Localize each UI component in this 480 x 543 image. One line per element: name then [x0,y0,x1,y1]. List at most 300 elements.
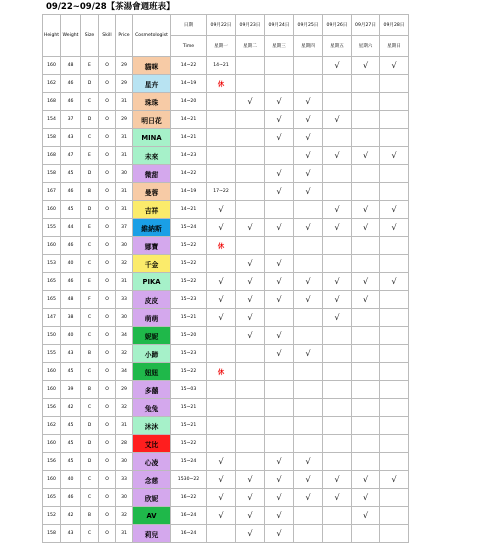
height-cell: 158 [43,165,61,183]
price-cell: 30 [116,237,133,255]
price-cell: 31 [116,183,133,201]
size-cell: E [81,57,99,75]
time-cell: 15~21 [171,399,207,417]
size-cell: C [81,399,99,417]
day-cell: √ [265,345,294,363]
height-cell: 154 [43,111,61,129]
header-row-1 [43,15,409,36]
price-cell: 33 [116,291,133,309]
day-cell [352,525,380,543]
cosmetologist-cell: 明日花 [133,111,171,129]
header-weekday: 星期四 [294,36,323,57]
day-cell [323,381,352,399]
cosmetologist-cell: 貓咪 [133,57,171,75]
weight-cell: 43 [61,129,81,147]
cosmetologist-cell: 微甜 [133,165,171,183]
price-cell: 30 [116,309,133,327]
day-cell [265,309,294,327]
height-cell: 162 [43,417,61,435]
day-cell [380,345,409,363]
day-cell: √ [352,291,380,309]
cosmetologist-cell: 吉祥 [133,201,171,219]
height-cell: 160 [43,435,61,453]
day-cell [352,93,380,111]
day-cell: √ [207,453,236,471]
skill-cell: O [99,237,116,255]
skill-cell: O [99,147,116,165]
cosmetologist-cell: MINA [133,129,171,147]
day-cell [207,345,236,363]
day-cell [207,147,236,165]
day-cell [294,525,323,543]
skill-cell: O [99,273,116,291]
table-row [43,57,409,75]
weight-cell: 47 [61,147,81,165]
skill-cell: O [99,309,116,327]
size-cell: C [81,129,99,147]
day-cell [294,381,323,399]
size-cell: C [81,93,99,111]
day-cell [352,327,380,345]
table-row [43,129,409,147]
day-cell [294,201,323,219]
day-cell [323,75,352,93]
day-cell [380,309,409,327]
table-row [43,93,409,111]
header-weekday: 星期一 [207,36,236,57]
cosmetologist-cell: 欣妮 [133,489,171,507]
header-date: 09月23日 [236,15,265,36]
table-row [43,489,409,507]
cosmetologist-cell: 心凌 [133,453,171,471]
time-cell: 15~23 [171,345,207,363]
day-cell: √ [294,183,323,201]
day-cell: √ [352,57,380,75]
day-cell: √ [352,489,380,507]
day-cell [352,111,380,129]
height-cell: 160 [43,471,61,489]
schedule-table [42,14,409,543]
day-cell [207,417,236,435]
skill-cell: O [99,57,116,75]
skill-cell: O [99,507,116,525]
day-cell [207,435,236,453]
day-cell [236,237,265,255]
day-cell [380,255,409,273]
table-row [43,183,409,201]
schedule-body [43,57,409,543]
height-cell: 165 [43,273,61,291]
day-cell: √ [236,507,265,525]
cosmetologist-cell: 星卉 [133,75,171,93]
day-cell [380,363,409,381]
price-cell: 34 [116,363,133,381]
day-cell [380,435,409,453]
size-cell: C [81,255,99,273]
time-cell: 14~19 [171,75,207,93]
height-cell: 162 [43,75,61,93]
day-cell: √ [294,345,323,363]
day-cell [265,201,294,219]
day-cell: √ [236,273,265,291]
time-cell: 1530~22 [171,471,207,489]
day-cell [236,381,265,399]
day-cell [265,363,294,381]
cosmetologist-cell: 妞妞 [133,363,171,381]
time-cell: 15~22 [171,363,207,381]
day-cell: √ [207,489,236,507]
skill-cell: O [99,471,116,489]
weight-cell: 43 [61,525,81,543]
day-cell [380,489,409,507]
header-date: 09月24日 [265,15,294,36]
cosmetologist-cell: 娜寶 [133,237,171,255]
day-cell: √ [236,525,265,543]
time-cell: 15~24 [171,219,207,237]
price-cell: 29 [116,75,133,93]
weight-cell: 45 [61,165,81,183]
day-cell: √ [380,147,409,165]
day-cell [323,363,352,381]
header-weekday: 星期三 [265,36,294,57]
day-cell [352,75,380,93]
weight-cell: 45 [61,201,81,219]
day-cell [323,435,352,453]
table-row [43,309,409,327]
weight-cell: 48 [61,57,81,75]
day-cell [236,129,265,147]
header-date: 09月28日 [380,15,409,36]
day-cell: √ [265,453,294,471]
day-cell: √ [352,147,380,165]
cosmetologist-cell: 沐沐 [133,417,171,435]
size-cell: C [81,237,99,255]
day-cell [207,111,236,129]
skill-cell: O [99,435,116,453]
header-weekday: 星期六 [352,36,380,57]
day-cell [236,453,265,471]
weight-cell: 40 [61,255,81,273]
day-cell: √ [265,165,294,183]
day-cell [236,345,265,363]
day-cell: √ [265,273,294,291]
time-cell: 15~22 [171,435,207,453]
day-cell [323,417,352,435]
skill-cell: O [99,201,116,219]
skill-cell: O [99,129,116,147]
size-cell: C [81,327,99,345]
height-cell: 160 [43,237,61,255]
time-cell: 14~23 [171,147,207,165]
table-row [43,255,409,273]
day-cell [323,399,352,417]
day-cell [323,255,352,273]
price-cell: 31 [116,147,133,165]
day-cell [294,435,323,453]
cosmetologist-cell: 千金 [133,255,171,273]
day-cell [323,327,352,345]
cosmetologist-cell: 維納斯 [133,219,171,237]
size-cell: F [81,291,99,309]
table-row [43,111,409,129]
day-cell [323,453,352,471]
weight-cell: 46 [61,273,81,291]
day-cell [236,57,265,75]
day-cell [352,399,380,417]
day-cell: √ [323,471,352,489]
weight-cell: 38 [61,309,81,327]
header-cosmetologist: Cosmetologist [133,15,171,57]
day-cell [294,309,323,327]
day-cell [265,399,294,417]
cosmetologist-cell: PIKA [133,273,171,291]
height-cell: 150 [43,327,61,345]
size-cell: E [81,147,99,165]
day-cell [352,435,380,453]
day-cell [323,165,352,183]
day-cell: √ [207,219,236,237]
day-cell [352,309,380,327]
day-cell: 17~22 [207,183,236,201]
day-cell [236,75,265,93]
day-cell: √ [294,147,323,165]
weight-cell: 40 [61,471,81,489]
time-cell: 15~22 [171,237,207,255]
day-cell [380,93,409,111]
table-row [43,363,409,381]
day-cell: √ [294,453,323,471]
header-weekday: 星期二 [236,36,265,57]
weight-cell: 40 [61,327,81,345]
weight-cell: 45 [61,417,81,435]
price-cell: 30 [116,453,133,471]
day-cell [323,507,352,525]
time-cell: 14~21 [171,201,207,219]
day-cell [323,129,352,147]
height-cell: 158 [43,129,61,147]
time-cell: 15~23 [171,291,207,309]
day-cell [380,507,409,525]
day-cell: √ [352,507,380,525]
table-row [43,147,409,165]
height-cell: 156 [43,399,61,417]
day-cell: √ [265,111,294,129]
time-cell: 15~21 [171,309,207,327]
price-cell: 31 [116,129,133,147]
price-cell: 29 [116,57,133,75]
day-cell [380,327,409,345]
weight-cell: 46 [61,489,81,507]
skill-cell: O [99,255,116,273]
day-cell: 休 [207,75,236,93]
cosmetologist-cell: 念慈 [133,471,171,489]
time-cell: 15~22 [171,273,207,291]
day-cell [380,399,409,417]
skill-cell: O [99,489,116,507]
time-cell: 14~21 [171,111,207,129]
day-cell [323,237,352,255]
day-cell: √ [236,255,265,273]
cosmetologist-cell: 小蹄 [133,345,171,363]
table-row [43,237,409,255]
skill-cell: O [99,345,116,363]
price-cell: 37 [116,219,133,237]
day-cell [323,345,352,363]
day-cell [236,111,265,129]
time-cell: 14~21 [171,129,207,147]
price-cell: 29 [116,381,133,399]
time-cell: 15~24 [171,453,207,471]
day-cell: √ [323,489,352,507]
price-cell: 29 [116,111,133,129]
day-cell [236,399,265,417]
table-row [43,219,409,237]
cosmetologist-cell: 莉兒 [133,525,171,543]
day-cell [294,507,323,525]
skill-cell: O [99,93,116,111]
day-cell: 休 [207,363,236,381]
price-cell: 31 [116,273,133,291]
day-cell: √ [265,93,294,111]
day-cell: √ [294,489,323,507]
cosmetologist-cell: 兔兔 [133,399,171,417]
day-cell [380,525,409,543]
table-row [43,291,409,309]
price-cell: 34 [116,327,133,345]
day-cell [352,453,380,471]
height-cell: 168 [43,147,61,165]
weight-cell: 42 [61,399,81,417]
height-cell: 156 [43,453,61,471]
page-title: 09/22~09/28【茶湯會週班表】 [46,2,175,12]
time-cell: 14~22 [171,57,207,75]
price-cell: 31 [116,93,133,111]
day-cell: √ [323,273,352,291]
day-cell [352,363,380,381]
day-cell: √ [265,219,294,237]
skill-cell: O [99,525,116,543]
height-cell: 160 [43,381,61,399]
day-cell [207,525,236,543]
weight-cell: 43 [61,345,81,363]
day-cell: √ [380,219,409,237]
size-cell: B [81,381,99,399]
day-cell: √ [265,129,294,147]
day-cell [294,417,323,435]
time-cell: 15~20 [171,327,207,345]
size-cell: D [81,111,99,129]
day-cell: √ [323,309,352,327]
height-cell: 158 [43,525,61,543]
day-cell: √ [380,201,409,219]
price-cell: 30 [116,165,133,183]
day-cell [236,201,265,219]
day-cell: √ [236,327,265,345]
cosmetologist-cell: 未來 [133,147,171,165]
size-cell: D [81,75,99,93]
header-skill: Skill [99,15,116,57]
time-cell: 14~19 [171,183,207,201]
cosmetologist-cell: 艾比 [133,435,171,453]
table-row [43,273,409,291]
table-row [43,525,409,543]
day-cell: √ [265,507,294,525]
day-cell: √ [380,57,409,75]
height-cell: 167 [43,183,61,201]
day-cell: √ [352,471,380,489]
weight-cell: 46 [61,93,81,111]
header-height: Height [43,15,61,57]
size-cell: C [81,471,99,489]
time-cell: 15~03 [171,381,207,399]
day-cell: √ [323,291,352,309]
skill-cell: O [99,399,116,417]
day-cell [265,75,294,93]
day-cell: √ [294,111,323,129]
height-cell: 165 [43,489,61,507]
skill-cell: O [99,219,116,237]
day-cell [380,453,409,471]
table-row [43,75,409,93]
day-cell [323,93,352,111]
price-cell: 31 [116,201,133,219]
day-cell [352,129,380,147]
size-cell: C [81,525,99,543]
price-cell: 31 [116,525,133,543]
header-date: 09月25日 [294,15,323,36]
cosmetologist-cell: 萌萌 [133,309,171,327]
day-cell: √ [294,129,323,147]
day-cell: √ [352,219,380,237]
time-cell: 16~22 [171,489,207,507]
day-cell [265,237,294,255]
day-cell: √ [265,489,294,507]
day-cell [352,417,380,435]
price-cell: 30 [116,489,133,507]
header-weight: Weight [61,15,81,57]
day-cell: √ [236,471,265,489]
day-cell [352,165,380,183]
day-cell [380,417,409,435]
day-cell: √ [236,489,265,507]
size-cell: D [81,201,99,219]
header-price: Price [116,15,133,57]
day-cell [294,363,323,381]
day-cell [352,255,380,273]
day-cell: √ [294,219,323,237]
weight-cell: 46 [61,237,81,255]
day-cell [380,165,409,183]
day-cell [294,75,323,93]
day-cell: √ [323,219,352,237]
day-cell [207,381,236,399]
weight-cell: 45 [61,453,81,471]
day-cell [294,327,323,345]
day-cell [380,291,409,309]
day-cell [352,345,380,363]
size-cell: C [81,309,99,327]
table-row [43,399,409,417]
header-date-label: 日期 [171,15,207,36]
weight-cell: 46 [61,183,81,201]
price-cell: 32 [116,255,133,273]
day-cell: √ [236,93,265,111]
table-row [43,381,409,399]
day-cell [294,399,323,417]
day-cell: √ [323,147,352,165]
day-cell: √ [236,219,265,237]
table-row [43,435,409,453]
